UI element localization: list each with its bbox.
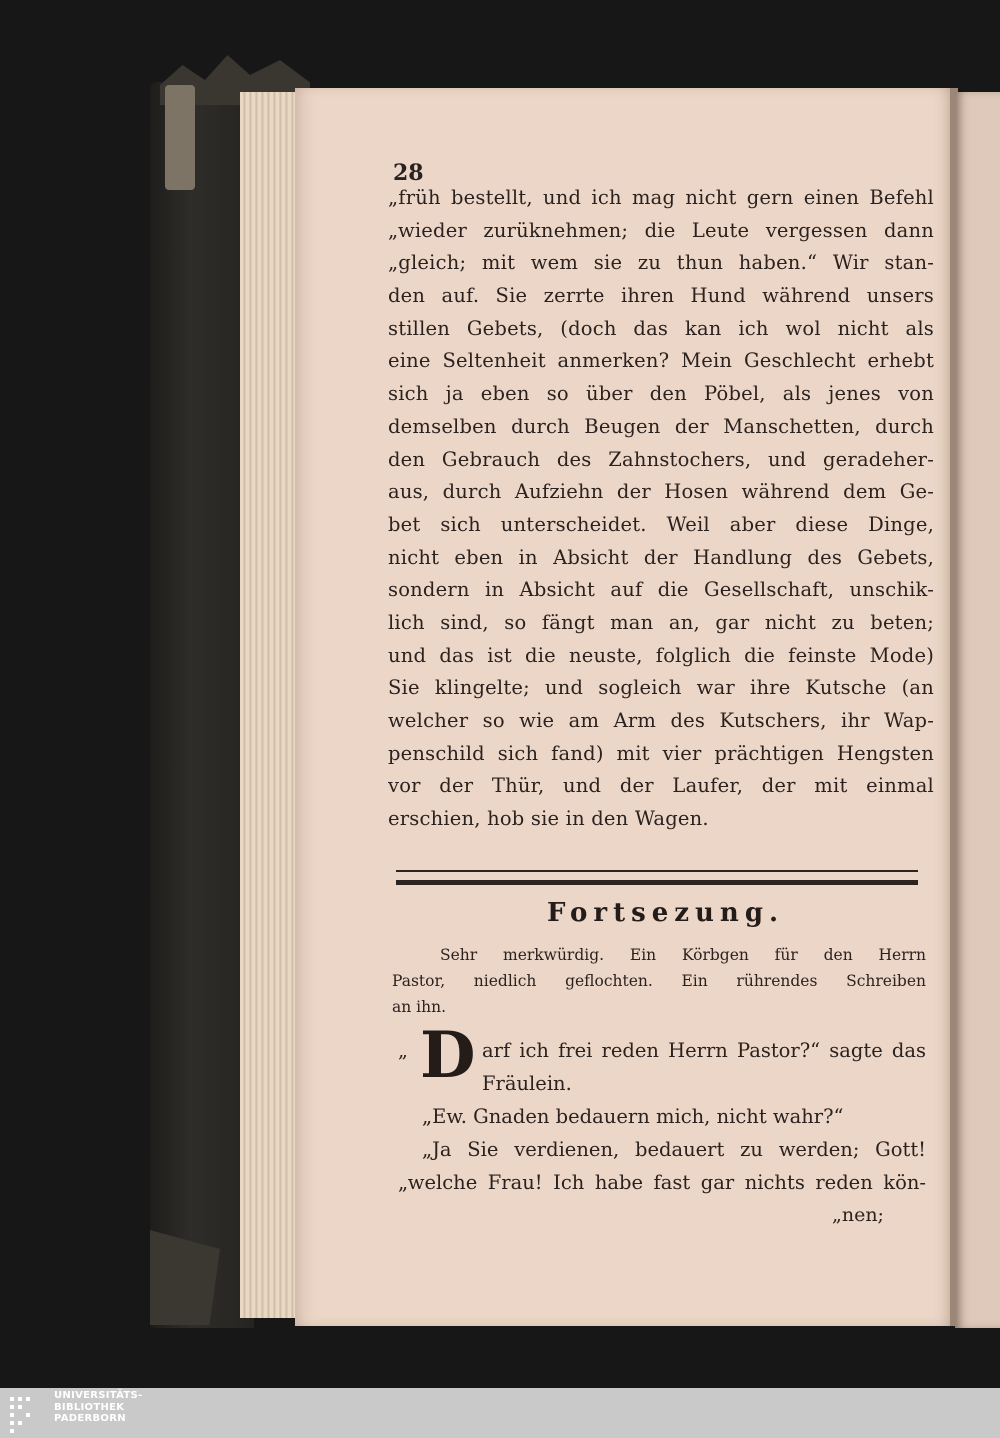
text-line: demselben durch Beugen der Manschetten, durch <box>388 414 934 438</box>
next-page-edge <box>955 92 1000 1328</box>
text-line: welcher so wie am Arm des Kutschers, ihr Wap- <box>388 709 934 732</box>
section-heading: Fortsezung. <box>547 898 785 928</box>
text-line: erschien, hob sie in den Wagen. <box>388 807 709 831</box>
text-line: lich sind, so fängt man an, gar nicht zu beten; <box>388 610 934 634</box>
text-line: und das ist die neuste, folglich die feinste Mode) <box>388 643 934 667</box>
text-line: bet sich unterscheidet. Weil aber diese Dinge, <box>388 512 934 536</box>
summary-line: an ihn. <box>392 998 447 1016</box>
text-line: Fräulein. <box>482 1072 572 1095</box>
library-name-line: UNIVERSITÄTS- <box>54 1390 143 1401</box>
text-line: vor der Thür, und der Laufer, der mit einmal <box>388 774 934 798</box>
section-rule-thick <box>396 880 918 885</box>
library-name <box>54 1390 143 1425</box>
text-line: Sie klingelte; und sogleich war ihre Kutsche (an <box>388 676 934 700</box>
library-name-line: PADERBORN <box>54 1413 126 1424</box>
section-rule-thin <box>396 870 918 872</box>
text-line: „früh bestellt, und ich mag nicht gern einen Befehl <box>388 186 934 209</box>
library-logo-icon <box>6 1391 50 1435</box>
text-line: „wieder zurüknehmen; die Leute vergessen dann <box>388 218 934 242</box>
footer-bar <box>0 1388 1000 1438</box>
text-line: den Gebrauch des Zahnstochers, und geradeher- <box>388 447 934 471</box>
main-text-block <box>388 182 934 836</box>
chapter-summary <box>392 942 926 1020</box>
text-line: sich ja eben so über den Pöbel, als jenes von <box>388 382 934 406</box>
text-line: stillen Gebets, (doch das kan ich wol nicht als <box>388 316 934 340</box>
cover-damage-corner <box>165 85 195 190</box>
text-line: „Ja Sie verdienen, bedauert zu werden; Gott! <box>422 1138 926 1161</box>
catchword: „nen; <box>832 1204 884 1226</box>
text-line: penschild sich fand) mit vier prächtigen Hengsten <box>388 741 934 765</box>
text-line: den auf. Sie zerrte ihren Hund während unsers <box>388 284 934 308</box>
page-edges <box>240 92 298 1318</box>
text-line: aus, durch Aufziehn der Hosen während dem Ge- <box>388 480 934 504</box>
book-cover-board <box>150 82 254 1328</box>
text-line: sondern in Absicht auf die Gesellschaft, unschik- <box>388 578 934 602</box>
opening-quote: „ <box>398 1040 408 1062</box>
page-number: 28 <box>393 160 424 186</box>
text-line: „welche Frau! Ich habe fast gar nichts reden kön- <box>398 1171 926 1194</box>
summary-line: Sehr merkwürdig. Ein Körbgen für den Herrn <box>440 946 926 964</box>
summary-line: Pastor, niedlich geflochten. Ein rührendes Schreiben <box>392 972 926 990</box>
text-line: „Ew. Gnaden bedauern mich, nicht wahr?“ <box>422 1105 844 1128</box>
text-line: nicht eben in Absicht der Handlung des Gebets, <box>388 545 934 569</box>
dialogue-block <box>398 1034 926 1199</box>
text-line: „gleich; mit wem sie zu thun haben.“ Wir stan- <box>388 251 934 275</box>
drop-cap: D <box>420 1018 476 1093</box>
text-line: eine Seltenheit anmerken? Mein Geschlecht erhebt <box>388 349 934 373</box>
library-name-line: BIBLIOTHEK <box>54 1401 125 1413</box>
text-line: arf ich frei reden Herrn Pastor?“ sagte das <box>482 1039 926 1062</box>
